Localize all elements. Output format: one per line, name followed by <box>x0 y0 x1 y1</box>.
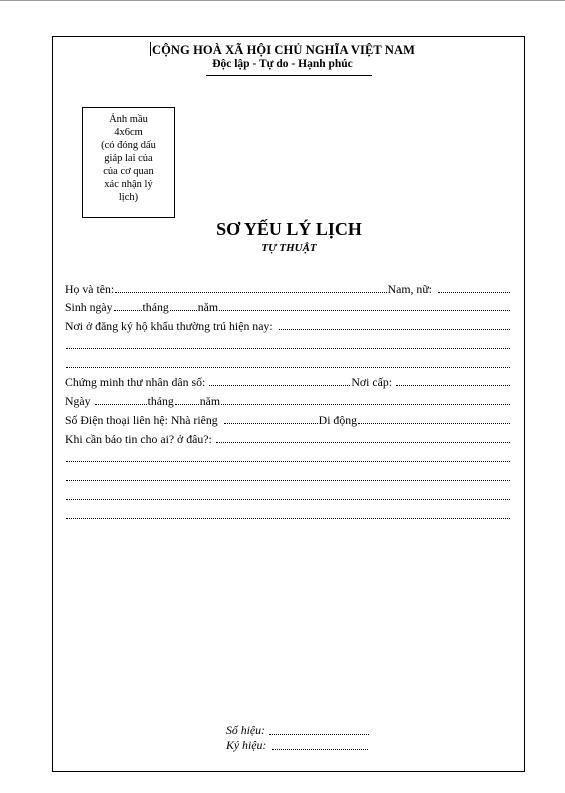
issue-year-field[interactable] <box>221 403 510 405</box>
photo-text-line: xác nhận lý <box>104 179 153 190</box>
document-subtitle: TỰ THUẬT <box>261 242 317 254</box>
dob-month-field[interactable] <box>170 309 197 311</box>
page-top-border <box>0 0 565 1</box>
issue-day-field[interactable] <box>95 403 147 405</box>
full-name-label: Họ và tên: <box>65 282 115 296</box>
symbol-field[interactable] <box>272 748 368 750</box>
emergency-contact-continuation-row <box>65 505 511 522</box>
national-title <box>0 42 565 58</box>
dob-month-label: tháng <box>142 300 169 314</box>
emergency-contact-field-line-5[interactable] <box>66 517 510 519</box>
text-cursor <box>150 42 151 56</box>
emergency-contact-field-line-4[interactable] <box>66 498 510 500</box>
residence-continuation-row <box>65 354 511 371</box>
issued-place-label: Nơi cấp: <box>351 375 392 389</box>
residence-field-line-2[interactable] <box>66 347 510 349</box>
emergency-contact-field-line-2[interactable] <box>66 460 510 462</box>
serial-number-label: Số hiệu: <box>226 723 265 737</box>
photo-text-line: (có đóng dấu <box>101 140 156 151</box>
issue-month-field[interactable] <box>175 403 199 405</box>
residence-continuation-row <box>65 335 511 352</box>
emergency-contact-field-line-3[interactable] <box>66 479 510 481</box>
residence-label: Nơi ở đăng ký hộ khẩu thường trú hiện nay: <box>65 319 273 333</box>
dob-year-label: năm <box>197 300 219 314</box>
home-phone-label: Số Điện thoại liên hệ: Nhà riêng <box>65 413 218 427</box>
gender-field[interactable] <box>438 291 510 293</box>
issued-place-field[interactable] <box>396 384 510 386</box>
home-phone-field[interactable] <box>224 422 318 424</box>
mobile-label: Di động <box>318 413 358 427</box>
dob-year-field[interactable] <box>219 309 510 311</box>
dob-day-label: Sinh ngày <box>65 300 113 314</box>
phone-row <box>65 410 511 427</box>
mobile-field[interactable] <box>358 422 510 424</box>
issue-year-label: năm <box>199 394 221 408</box>
residence-field[interactable] <box>279 328 510 330</box>
photo-placeholder-box <box>82 107 175 218</box>
photo-text-line: lịch) <box>118 192 139 203</box>
document-title: SƠ YẾU LÝ LỊCH <box>216 219 362 239</box>
emergency-contact-row <box>65 429 511 446</box>
gender-label: Nam, nữ: <box>387 282 432 296</box>
serial-number-field[interactable] <box>269 733 369 735</box>
photo-text-line: của cơ quan <box>103 166 154 177</box>
dob-day-field[interactable] <box>114 309 142 311</box>
id-card-label: Chứng minh thư nhân dân số: <box>65 375 206 389</box>
issue-day-label: Ngày <box>65 394 91 408</box>
full-name-field[interactable] <box>115 291 386 293</box>
national-title-text: CỘNG HOÀ XÃ HỘI CHỦ NGHĨA VIỆT NAM <box>151 43 416 57</box>
serial-number-row <box>226 722 386 738</box>
photo-text-line: 4x6cm <box>114 127 143 138</box>
national-motto: Độc lập - Tự do - Hạnh phúc <box>212 58 353 70</box>
emergency-contact-continuation-row <box>65 448 511 465</box>
photo-text-line: giáp lai của <box>104 153 153 164</box>
symbol-label: Ký hiệu: <box>226 738 267 752</box>
symbol-row <box>226 737 386 753</box>
emergency-contact-continuation-row <box>65 486 511 503</box>
motto-underline <box>206 75 372 76</box>
emergency-contact-continuation-row <box>65 467 511 484</box>
date-of-birth-row <box>65 297 511 314</box>
full-name-row <box>65 279 511 296</box>
emergency-contact-label: Khi cần báo tin cho ai? ở đâu?: <box>65 432 212 446</box>
emergency-contact-field[interactable] <box>216 441 510 443</box>
residence-row <box>65 316 511 333</box>
id-card-field[interactable] <box>209 384 350 386</box>
issue-month-label: tháng <box>147 394 174 408</box>
id-card-row <box>65 372 511 389</box>
photo-text-line: Ảnh mầu <box>109 114 148 125</box>
issue-date-row <box>65 391 511 408</box>
residence-field-line-3[interactable] <box>66 366 510 368</box>
